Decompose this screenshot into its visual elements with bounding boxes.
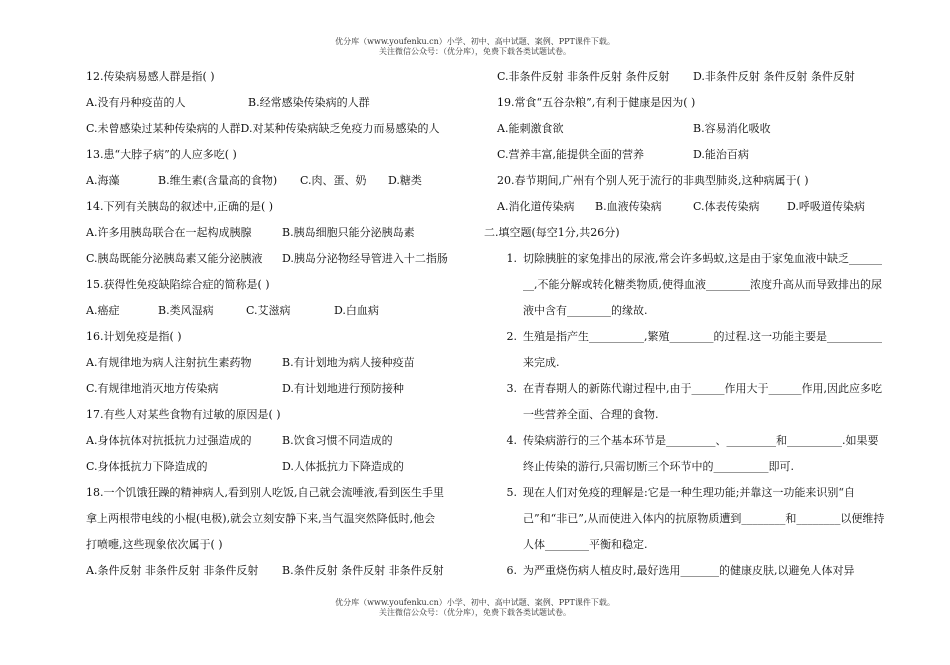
q17-option-c: C.身体抵抗力下降造成的 [86,460,208,473]
q19-options-ab [497,116,885,142]
q13-option-a: A.海藻 [86,174,120,187]
q12-option-c: C.未曾感染过某种传染病的人群 [86,122,241,135]
q18-option-c: C.非条件反射 非条件反射 条件反射 [497,70,670,83]
fill-question-6 [497,558,885,584]
q15-option-c: C.艾滋病 [246,304,291,317]
q13-stem: 13.患“大脖子病”的人应多吃( ) [86,148,237,161]
fill-question-2 [497,324,885,376]
fill-question-number: 2. [506,330,517,343]
q19-stem: 19.常食“五谷杂粮”,有利于健康是因为( ) [497,96,696,109]
q13-options [86,168,478,194]
fill-question-text: 切除胰脏的家兔排出的尿液,常会许多蚂蚁,这是由于家兔血液中缺乏________,不能分解或转化糖类物质,使得血液________浓度升高从而导致排出的尿液中含有________的缘故. [523,252,882,317]
fill-question-text: 现在人们对免疫的理解是:它是一种生理功能;并靠这一功能来识别“自己”和“非已”,从而使进入体内的抗原物质遭到________和________以便维持人体________平衡和稳定. [523,486,885,551]
q14-option-b: B.胰岛细胞只能分泌胰岛素 [282,226,415,239]
fill-question-3 [497,376,885,428]
q14-option-c: C.胰岛既能分泌胰岛素又能分泌胰液 [86,252,263,265]
q17-option-d: D.人体抵抗力下降造成的 [282,460,404,473]
fill-question-number: 1. [506,252,517,265]
q16-option-a: A.有规律地为病人注射抗生素药物 [86,356,252,369]
q16-options-ab [86,350,478,376]
q19-option-c: C.营养丰富,能提供全面的营养 [497,148,645,161]
q14-option-a: A.许多用胰岛联合在一起构成胰腺 [86,226,252,239]
q12-option-b: B.经常感染传染病的人群 [248,96,370,109]
q18-stem-2: 拿上两根带电线的小棍(电极),就会立刻安静下来,当气温突然降低时,他会 [86,512,436,525]
q12-options-ab [86,90,478,116]
q16-option-c: C.有规律地消灭地方传染病 [86,382,219,395]
q13-option-b: B.维生素(含量高的食物) [158,174,278,187]
q20-options [497,194,885,220]
fill-question-5 [497,480,885,558]
q18-option-d: D.非条件反射 条件反射 条件反射 [693,70,855,83]
q15-option-d: D.白血病 [334,304,379,317]
q17-option-b: B.饮食习惯不同造成的 [282,434,393,447]
left-column [86,64,478,584]
q20-option-d: D.呼吸道传染病 [787,200,865,213]
fill-question-text: 为严重烧伤病人植皮时,最好选用_______的健康皮肤,以避免人体对异 [523,564,855,577]
q18-options-cd [497,64,885,90]
q17-options-ab [86,428,478,454]
q15-stem: 15.获得性免疫缺陷综合症的简称是( ) [86,278,270,291]
q12-option-a: A.没有丹种疫苗的人 [86,96,186,109]
fill-question-number: 6. [506,564,517,577]
q15-options [86,298,478,324]
fill-question-text: 生殖是指产生__________,繁殖________的过程.这一功能主要是__________来完成. [523,330,882,369]
q17-option-a: A.身体抗体对抗抵抗力过强造成的 [86,434,252,447]
q14-stem: 14.下列有关胰岛的叙述中,正确的是( ) [86,200,274,213]
q18-options-ab [86,558,478,584]
q14-option-d: D.胰岛分泌物经导管进入十二指肠 [282,252,448,265]
right-column [484,64,885,584]
q20-option-c: C.体表传染病 [693,200,760,213]
q14-options-ab [86,220,478,246]
q18-stem-1: 18.一个饥饿狂躁的精神病人,看到别人吃饭,自己就会流唾液,看到医生手里 [86,486,444,499]
q15-option-b: B.类风湿病 [158,304,214,317]
q19-option-b: B.容易消化吸收 [693,122,771,135]
q13-option-d: D.糖类 [388,174,422,187]
q20-option-a: A.消化道传染病 [497,200,575,213]
footer-line-1: 优分库（www.youfenku.cn）小学、初中、高中试题、案例、PPT课件下载。 [335,598,615,607]
q14-options-cd [86,246,478,272]
q17-options-cd [86,454,478,480]
fill-question-number: 3. [506,382,517,395]
q20-stem: 20.春节期间,广州有个别人死于流行的非典型肺炎,这种病属于( ) [497,174,809,187]
q17-stem: 17.有些人对某些食物有过敏的原因是( ) [86,408,281,421]
q12-option-d: D.对某种传染病缺乏免疫力而易感染的人 [240,122,440,135]
q18-option-b: B.条件反射 条件反射 非条件反射 [282,564,444,577]
header-line-2: 关注微信公众号：（优分库），免费下载各类试题试卷。 [379,47,571,56]
q16-options-cd [86,376,478,402]
footer-line-2: 关注微信公众号：（优分库），免费下载各类试题试卷。 [379,608,571,617]
header-line-1: 优分库（www.youfenku.cn）小学、初中、高中试题、案例、PPT课件下载。 [335,37,615,46]
q16-option-b: B.有计划地为病人接种疫苗 [282,356,415,369]
fill-question-1 [497,246,885,324]
q19-options-cd [497,142,885,168]
fill-question-4 [497,428,885,480]
q18-option-a: A.条件反射 非条件反射 非条件反射 [86,564,259,577]
q13-option-c: C.肉、蛋、奶 [300,174,367,187]
q20-option-b: B.血液传染病 [595,200,662,213]
fill-question-text: 在青春期人的新陈代谢过程中,由于______作用大于______作用,因此应多吃一些营养全面、合理的食物. [523,382,882,421]
fill-question-number: 4. [506,434,517,447]
q12-options-cd [86,116,478,142]
q16-option-d: D.有计划地进行预防接种 [282,382,404,395]
page-footer [0,598,950,618]
fill-question-number: 5. [506,486,517,499]
q18-stem-3: 打喷嚏,这些现象依次属于( ) [86,538,223,551]
page-header [0,37,950,57]
q19-option-d: D.能治百病 [693,148,749,161]
q19-option-a: A.能刺激食欲 [497,122,564,135]
fill-question-text: 传染病游行的三个基本环节是_________、_________和__________.如果要终止传染的游行,只需切断三个环节中的__________即可. [523,434,879,473]
q16-stem: 16.计划免疫是指( ) [86,330,182,343]
section-fill-in-title: 二.填空题(每空1分,共26分) [484,226,620,239]
q12-stem: 12.传染病易感人群是指( ) [86,70,215,83]
q15-option-a: A.癌症 [86,304,120,317]
